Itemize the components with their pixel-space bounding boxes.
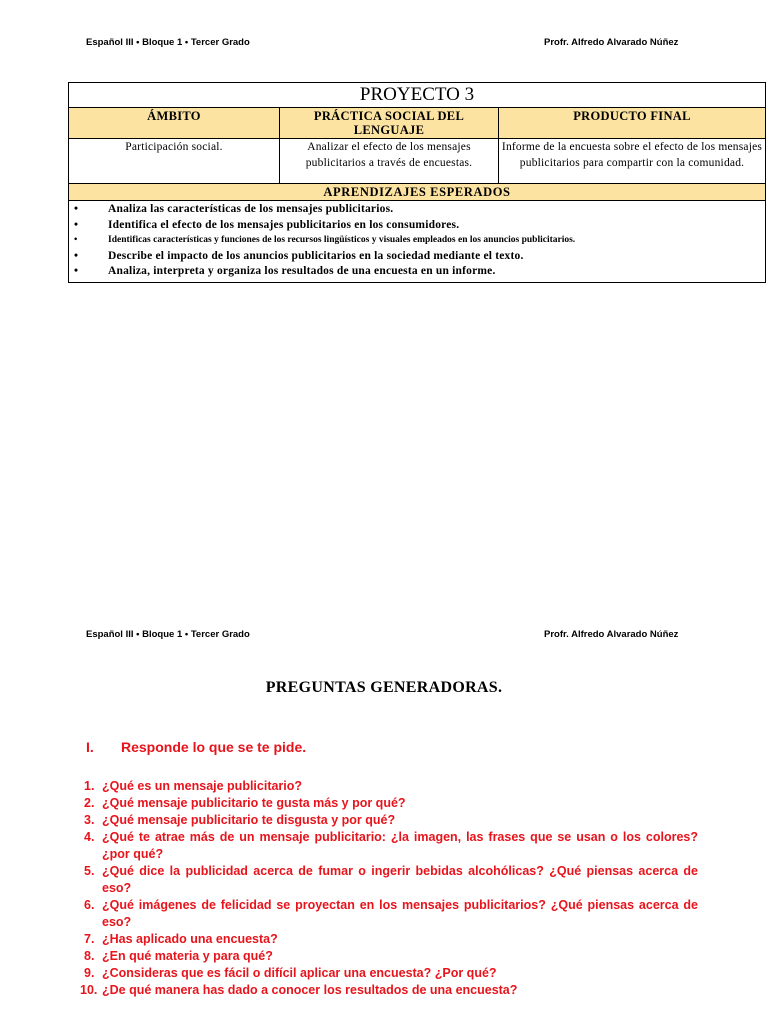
- learning-text: Analiza las características de los mensajes publicitarios.: [108, 203, 394, 215]
- column-heading-ambito: ÁMBITO: [69, 108, 280, 139]
- project-title: PROYECTO 3: [69, 83, 766, 108]
- question-text: ¿Qué mensaje publicitario te disgusta y por qué?: [102, 813, 396, 827]
- bullet-icon: •: [74, 218, 79, 231]
- learnings-list: [69, 202, 765, 280]
- question-number: 1.: [84, 779, 95, 793]
- question-number: 9.: [84, 966, 95, 980]
- learnings-cell: [69, 201, 766, 283]
- question-item: [84, 948, 698, 965]
- cell-producto: Informe de la encuesta sobre el efecto de los mensajes publicitarios para compartir con la comunidad.: [499, 139, 766, 184]
- teacher-name: Profr. Alfredo Alvarado Núñez: [544, 37, 679, 48]
- question-number: 2.: [84, 796, 95, 810]
- question-number: 6.: [84, 898, 95, 912]
- question-item: [84, 795, 698, 812]
- question-text: ¿Qué mensaje publicitario te gusta más y por qué?: [102, 796, 406, 810]
- learning-text: Identificas características y funciones de los recursos lingüísticos y visuales empleados en los anuncios publicitarios.: [108, 235, 576, 245]
- question-item: [84, 965, 698, 982]
- question-text: ¿Qué dice la publicidad acerca de fumar o ingerir bebidas alcohólicas? ¿Qué piensas acerca de eso?: [102, 864, 698, 895]
- bullet-icon: •: [74, 203, 79, 215]
- question-text: ¿De qué manera has dado a conocer los resultados de una encuesta?: [102, 983, 518, 997]
- learning-item: [69, 218, 765, 234]
- question-item: [84, 897, 698, 931]
- question-number: 10.: [80, 983, 98, 997]
- question-number: 5.: [84, 864, 95, 878]
- learnings-heading: APRENDIZAJES ESPERADOS: [69, 184, 766, 201]
- course-label: Español III • Bloque 1 • Tercer Grado: [86, 629, 250, 640]
- project-table: [68, 82, 766, 283]
- section-title: PREGUNTAS GENERADORAS.: [265, 679, 503, 696]
- running-header-page-2: [0, 629, 768, 645]
- learning-item: [69, 202, 765, 218]
- question-item: [84, 863, 698, 897]
- learning-item: [69, 249, 765, 265]
- bullet-icon: •: [74, 235, 78, 245]
- question-item: [80, 982, 698, 999]
- column-heading-producto: PRODUCTO FINAL: [499, 108, 766, 139]
- learning-item: [69, 233, 765, 249]
- learning-item: [69, 264, 765, 280]
- question-text: ¿Qué te atrae más de un mensaje publicitario: ¿la imagen, las frases que se usan o los colores? ¿por qué?: [102, 830, 698, 861]
- question-text: ¿Consideras que es fácil o difícil aplicar una encuesta? ¿Por qué?: [102, 966, 497, 980]
- learning-text: Identifica el efecto de los mensajes publicitarios en los consumidores.: [108, 218, 460, 231]
- running-header-page-1: [0, 37, 768, 53]
- question-item: [84, 829, 698, 863]
- question-number: 3.: [84, 813, 95, 827]
- question-number: 7.: [84, 932, 95, 946]
- bullet-icon: •: [74, 249, 79, 262]
- cell-ambito: Participación social.: [69, 139, 280, 184]
- bullet-icon: •: [74, 265, 79, 277]
- column-heading-practica: PRÁCTICA SOCIAL DEL LENGUAJE: [280, 108, 499, 139]
- question-number: 8.: [84, 949, 95, 963]
- course-label: Español III • Bloque 1 • Tercer Grado: [86, 37, 250, 48]
- learning-text: Analiza, interpreta y organiza los resultados de una encuesta en un informe.: [108, 265, 496, 277]
- question-text: ¿En qué materia y para qué?: [102, 949, 273, 963]
- question-item: [84, 812, 698, 829]
- teacher-name: Profr. Alfredo Alvarado Núñez: [544, 629, 679, 640]
- question-text: ¿Qué es un mensaje publicitario?: [102, 779, 303, 793]
- instruction-text: Responde lo que se te pide.: [121, 739, 307, 755]
- question-item: [84, 931, 698, 948]
- learning-text: Describe el impacto de los anuncios publicitarios en la sociedad mediante el texto.: [108, 249, 524, 262]
- question-number: 4.: [84, 830, 95, 844]
- question-list: [80, 778, 698, 999]
- question-item: [84, 778, 698, 795]
- question-text: ¿Has aplicado una encuesta?: [102, 932, 278, 946]
- cell-practica: Analizar el efecto de los mensajes publicitarios a través de encuestas.: [280, 139, 499, 184]
- question-text: ¿Qué imágenes de felicidad se proyectan en los mensajes publicitarios? ¿Qué piensas acerca de eso?: [102, 898, 698, 929]
- instruction-number: I.: [86, 739, 94, 755]
